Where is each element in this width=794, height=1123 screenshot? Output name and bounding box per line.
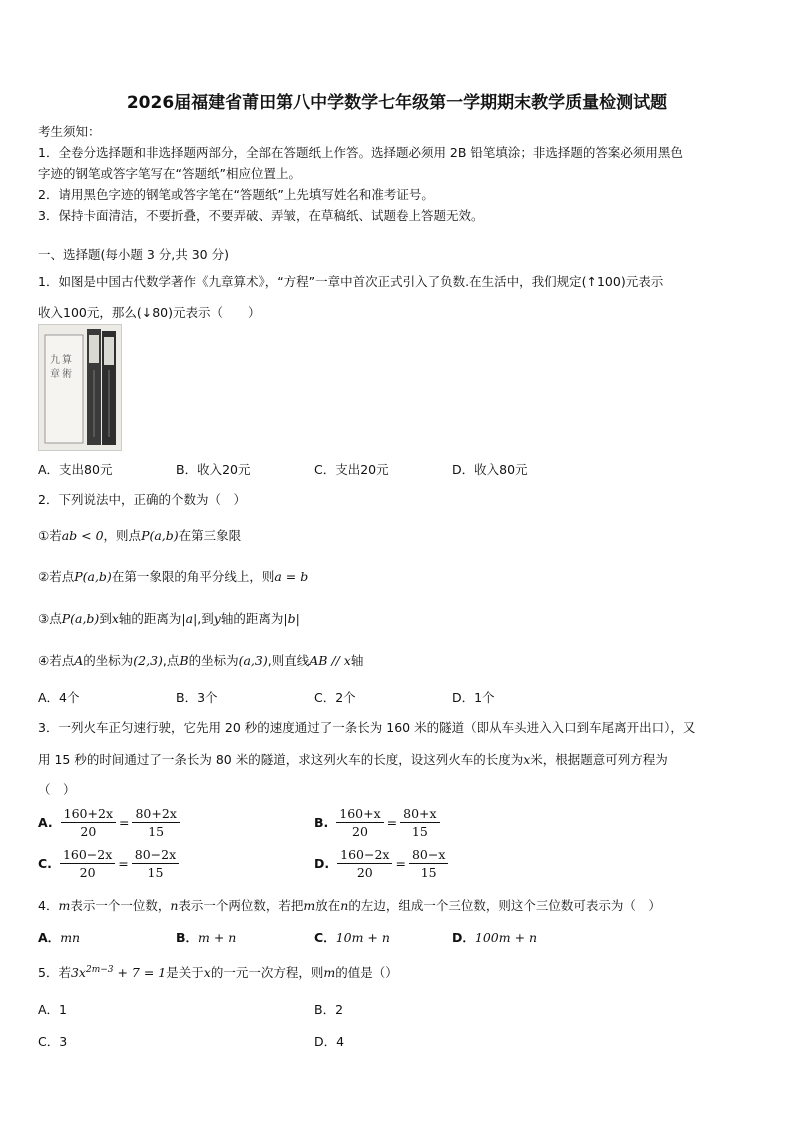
notice-item-2: 2．请用黑色字迹的钢笔或答字笔在“答题纸”上先填写姓名和准考证号。 [38, 187, 434, 202]
q5-stem: 5．若$3x^{2m-3} + 7 = 1$是关于x的一元一次方程，则m的值是（） [38, 964, 398, 980]
notice-item-3: 3．保持卡面清洁，不要折叠，不要弄破、弄皱，在草稿纸、试题卷上答题无效。 [38, 208, 484, 223]
q4-option-c[interactable]: C．10m + n [314, 930, 390, 945]
q4-stem: 4．m表示一个一位数，n表示一个两位数，若把m放在n的左边，组成一个三位数，则这个三位数可表示为（ ） [38, 898, 661, 913]
q1-option-d[interactable]: D．收入80元 [452, 462, 528, 477]
q1-stem-line-2: 收入100元，那么(↓80)元表示（ ） [38, 305, 261, 320]
q3-stem-line-1: 3．一列火车正匀速行驶，它先用 20 秒的速度通过了一条长为 160 米的隧道（即从车头进入入口到车尾离开出口），又 [38, 720, 696, 735]
notice-item-1-line-1: 1．全卷分选择题和非选择题两部分，全部在答题纸上作答。选择题必须用 2B 铅笔填涂；非选择题的答案必须用黑色 [38, 145, 683, 160]
notice-heading: 考生须知： [38, 124, 101, 139]
q2-statement-4: ④若点A的坐标为(2,3),点B的坐标为(a,3),则直线AB // x轴 [38, 653, 364, 668]
svg-text:九: 九 [50, 355, 60, 366]
svg-text:章: 章 [50, 369, 60, 380]
q2-option-c[interactable]: C．2个 [314, 690, 356, 705]
q2-option-a[interactable]: A．4个 [38, 690, 80, 705]
nine-chapters-book-image [38, 324, 122, 451]
q2-statement-1: ①若ab < 0，则点P(a,b)在第三象限 [38, 528, 242, 543]
section-heading: 一、选择题(每小题 3 分,共 30 分) [38, 247, 229, 262]
q5-option-d[interactable]: D．4 [314, 1034, 345, 1049]
q5-option-b[interactable]: B．2 [314, 1002, 344, 1017]
q4-option-b[interactable]: B．m + n [176, 930, 237, 945]
q3-stem-line-2: 用 15 秒的时间通过了一条长为 80 米的隧道，求这列火车的长度，设这列火车的长度为x米，根据题意可列方程为 [38, 752, 668, 767]
q5-option-a[interactable]: A．1 [38, 1002, 68, 1017]
q3-option-d[interactable]: D. $\frac{160-2x}{20}$ = $\frac{80-x}{15}$ [314, 847, 448, 880]
q2-option-d[interactable]: D．1个 [452, 690, 495, 705]
q3-option-b[interactable]: B. $\frac{160+x}{20}$ = $\frac{80+x}{15}$ [314, 806, 440, 839]
q2-stem: 2．下列说法中，正确的个数为（ ） [38, 492, 246, 507]
q2-option-b[interactable]: B．3个 [176, 690, 218, 705]
svg-text:術: 術 [62, 369, 72, 380]
q1-option-a[interactable]: A．支出80元 [38, 462, 113, 477]
q3-option-a[interactable]: A. $\frac{160+2x}{20}$ = $\frac{80+2x}{15}$ [38, 806, 180, 839]
q4-option-a[interactable]: A．mn [38, 930, 81, 945]
q3-option-c[interactable]: C. $\frac{160-2x}{20}$ = $\frac{80-2x}{15}$ [38, 847, 179, 880]
q1-stem-line-1: 1．如图是中国古代数学著作《九章算术》，“方程”一章中首次正式引入了负数.在生活中，我们规定(↑100)元表示 [38, 274, 664, 289]
notice-item-1-line-2: 字迹的钢笔或答字笔写在“答题纸”相应位置上。 [38, 166, 301, 181]
q2-statement-2: ②若点P(a,b)在第一象限的角平分线上，则a = b [38, 569, 309, 584]
q4-option-d[interactable]: D．100m + n [452, 930, 538, 945]
q1-option-b[interactable]: B．收入20元 [176, 462, 251, 477]
q3-stem-line-3: （ ） [38, 782, 76, 797]
q1-option-c[interactable]: C．支出20元 [314, 462, 389, 477]
q2-statement-3: ③点P(a,b)到x轴的距离为|a|,到y轴的距离为|b| [38, 611, 300, 626]
page-title: 2026届福建省莆田第八中学数学七年级第一学期期末教学质量检测试题 [126, 93, 668, 113]
svg-text:算: 算 [62, 355, 72, 366]
q5-option-c[interactable]: C．3 [38, 1034, 68, 1049]
